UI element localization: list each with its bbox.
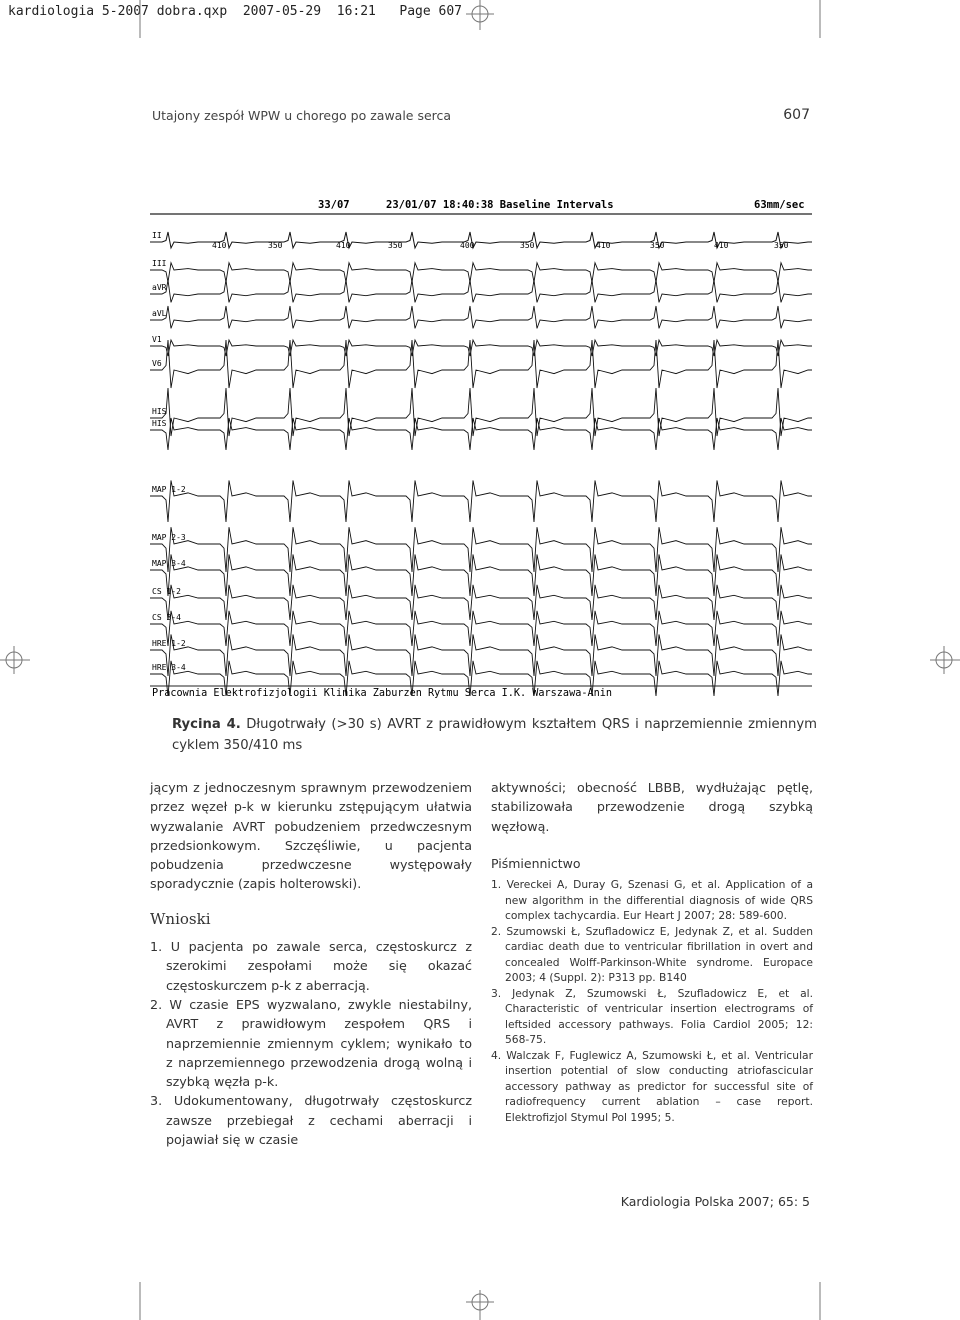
ecg-lead-label: HRE 1-2 xyxy=(152,639,186,648)
ecg-interval-label: 410 xyxy=(596,241,611,250)
ecg-lead-trace xyxy=(150,418,812,450)
ecg-lead-trace xyxy=(150,232,812,248)
caption-text: Długotrwały (>30 s) AVRT z prawidłowym kształtem QRS i naprzemiennie zmiennym cyklem 350/410 ms xyxy=(172,717,817,753)
ecg-interval-label: 410 xyxy=(714,241,729,250)
ecg-tracing xyxy=(150,190,812,698)
reference-item: 2. Szumowski Ł, Szufladowicz E, Jedynak Z, et al. Sudden cardiac death due to ventricular fibrillation in overt and concealed Wolff-Parkinson-White syndrome. Europace 2003; 4 (Suppl. 2): P313 pp. B140 xyxy=(491,924,813,985)
section-heading-conclusions: Wnioski xyxy=(150,909,211,928)
body-paragraph: jącym z jednoczesnym sprawnym przewodzeniem przez węzeł p-k w kierunku zstępującym ułatwia wyzwalanie AVRT pobudzeniem przedwczesnym przedsionkowym. Szczęśliwie, u pacjenta pobudzenia przedwczesne występowały sporadycznie (zapis holterowski). xyxy=(150,780,472,892)
ecg-lead-label: HRE 3-4 xyxy=(152,663,186,672)
ecg-lead-label: II xyxy=(152,231,162,240)
ecg-lead-trace xyxy=(150,480,812,522)
ecg-footer: Pracownia Elektrofizjologii Klinika Zaburzen Rytmu Serca I.K. Warszawa-Anin xyxy=(152,688,613,698)
ecg-lead-label: aVR xyxy=(152,283,167,292)
left-column xyxy=(150,778,472,1149)
ecg-figure xyxy=(150,190,812,698)
conclusion-item: 1. U pacjenta po zawale serca, częstoskurcz z szerokimi zespołami może się okazać częstoskurczem p-k z aberracją. xyxy=(150,939,472,993)
ecg-interval-label: 350 xyxy=(520,241,535,250)
ecg-interval-label: 350 xyxy=(650,241,665,250)
ecg-lead-trace xyxy=(150,634,812,676)
figure-caption xyxy=(172,714,817,756)
ecg-lead-label: III xyxy=(152,259,167,268)
slug-date: 2007-05-29 xyxy=(242,4,322,19)
ecg-lead-trace xyxy=(150,263,812,282)
conclusion-item: 3. Udokumentowany, długotrwały częstoskurcz zawsze przebiegał z cechami aberracji i pojawiał się w czasie xyxy=(150,1093,472,1148)
slug-file: kardiologia 5-2007 dobra.qxp xyxy=(8,4,228,19)
ecg-lead-label: HIS xyxy=(152,419,167,428)
ecg-lead-label: aVL xyxy=(152,309,167,318)
ecg-interval-label: 350 xyxy=(774,241,789,250)
slug-page: Page 607 xyxy=(399,4,462,19)
ecg-lead-trace xyxy=(150,611,812,646)
body-paragraph: aktywności; obecność LBBB, wydłużając pętlę, stabilizowała przewodzenie drogą szybką węzłową. xyxy=(491,780,813,834)
right-column xyxy=(491,778,813,1125)
ecg-interval-label: 410 xyxy=(336,241,351,250)
conclusion-item: 2. W czasie EPS wyzwalano, zwykle niestabilny, AVRT z prawidłowym zespołem QRS i naprzemiennie zmiennym cyklem; wynikało to z naprzemiennego przewodzenia drogą wolną i szybką węzła p-k. xyxy=(150,996,472,1090)
ecg-lead-label: V6 xyxy=(152,359,162,368)
ecg-lead-label: V1 xyxy=(152,335,162,344)
reference-item: 1. Vereckei A, Duray G, Szenasi G, et al. Application of a new algorithm in the differential diagnosis of wide QRS complex tachycardia. Eur Heart J 2007; 28: 589-600. xyxy=(491,878,813,923)
references-heading: Piśmiennictwo xyxy=(491,855,581,871)
running-head: Utajony zespół WPW u chorego po zawale serca xyxy=(152,108,452,123)
ecg-interval-label: 400 xyxy=(460,241,475,250)
ecg-interval-label: 410 xyxy=(212,241,227,250)
ecg-lead-label: CS 3-4 xyxy=(152,613,181,622)
ecg-lead-label: MAP 2-3 xyxy=(152,533,186,542)
slug-time: 16:21 xyxy=(336,4,376,19)
caption-label: Rycina 4. xyxy=(172,717,241,732)
ecg-header-left: 33/07 xyxy=(318,199,350,211)
ecg-lead-trace xyxy=(150,280,812,302)
ecg-lead-label: CS 1-2 xyxy=(152,587,181,596)
reference-item: 4. Walczak F, Fuglewicz A, Szumowski Ł, et al. Ventricular insertion potential of slow conducting atriofascicular accessory pathway as predictor for successful site of radiofrequency current ablation – case report. Elektrofizjol Stymul Pol 1995; 5. xyxy=(491,1048,813,1124)
ecg-lead-trace xyxy=(150,306,812,328)
ecg-interval-label: 350 xyxy=(388,241,403,250)
ecg-header-mid: 23/01/07 18:40:38 Baseline Intervals xyxy=(386,199,614,211)
page-number: 607 xyxy=(783,107,810,123)
ecg-lead-label: HIS xyxy=(152,407,167,416)
ecg-lead-label: MAP 3-4 xyxy=(152,559,186,568)
ecg-header-right: 63mm/sec xyxy=(754,199,805,211)
ecg-lead-trace xyxy=(150,527,812,572)
ecg-lead-trace xyxy=(150,340,812,388)
ecg-interval-label: 350 xyxy=(268,241,283,250)
reference-item: 3. Jedynak Z, Szumowski Ł, Szufladowicz E, et al. Characteristic of ventricular insertion electrograms of leftsided accessory pathways. Folia Cardiol 2005; 12: 568-75. xyxy=(491,986,813,1047)
ecg-lead-trace xyxy=(150,585,812,620)
journal-footer: Kardiologia Polska 2007; 65: 5 xyxy=(620,1194,810,1209)
ecg-lead-label: MAP 1-2 xyxy=(152,485,186,494)
